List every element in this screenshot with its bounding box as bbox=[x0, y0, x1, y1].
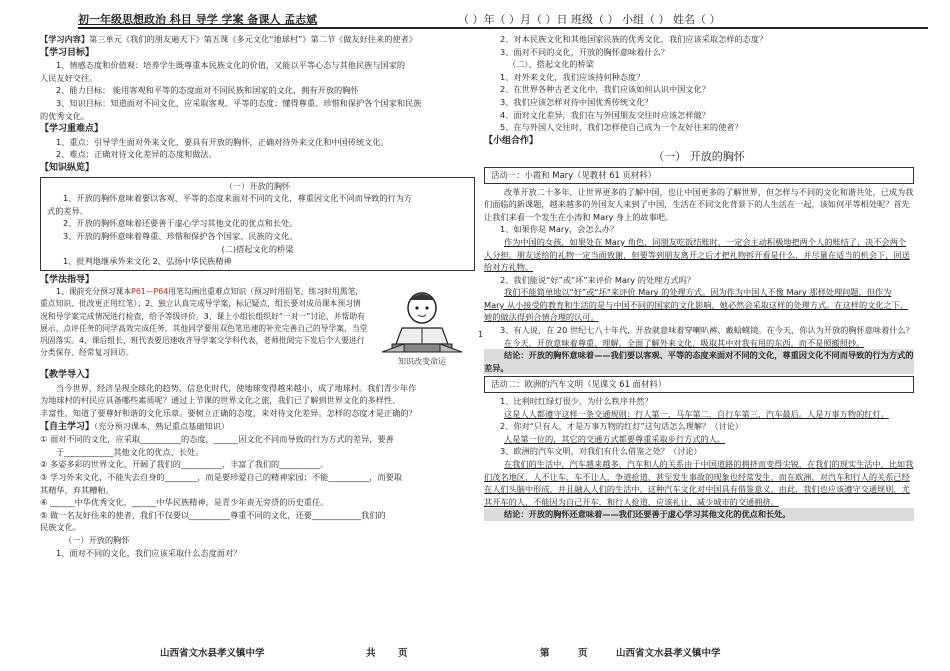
overview-line: 1、开放的胸怀意味着要以客观、平等的态度来面对不同的文化，尊重因文化不同而导致的行为方 bbox=[63, 193, 413, 204]
overview-heading: （一）开放的胸怀 bbox=[224, 180, 291, 191]
answer: 我们不能简单地以“好”或“坏”来评价 Mary 的处理方式。因为作为中国人不像 Mary 那样处理问题，但作为 Mary 从小接受的教育和生活的是与中国不同的国家的文化影响，她必然会采取这样的处理方式。在这样的文化之下，她的做法得到合情合理的认可。 bbox=[484, 287, 909, 323]
self-hint: （充分预习课本，熟记重点基础知识） bbox=[94, 420, 230, 431]
sub-title: （一） 开放的胸怀 bbox=[653, 151, 745, 164]
overview-line: 1、批判地继承外来文化 2、弘扬中华民族精神 bbox=[63, 256, 232, 267]
footer-gong: 共 bbox=[366, 648, 376, 659]
answer: 在今天，开放意味着尊重、理解，全面了解外来文化，吸取其中对我有用的东西，而不是照搬照抄。 bbox=[504, 337, 865, 348]
self-line: ⑤ 做一名友好往来的使者，我们不仅要以__________尊重不同的文化，还要____________我们的 bbox=[40, 509, 386, 520]
self-line: ② 多姿多彩的世界文化，开阔了我们的__________，丰富了我们的__________。 bbox=[40, 459, 329, 470]
question-line: 1、对外来文化，我们应该持何种态度？ bbox=[500, 71, 645, 82]
footer-ye: 页 bbox=[578, 648, 588, 659]
self-line: ④ ______中华优秀文化，______中华民族精神，是青少年责无旁贷的历史重任。 bbox=[40, 497, 329, 508]
self-line: 民族文化。 bbox=[40, 522, 81, 533]
question: 1、如果你是 Mary，会怎么办？ bbox=[500, 224, 619, 235]
activity-2-title: 活动二：欧洲的汽车文明（见课文 61 面材料） bbox=[484, 376, 914, 393]
activity-1-text: 改革开放二十多年，让世界更多的了解中国，也让中国更多的了解世界，但怎样与不同的文化和谐共处，已成为我们面临的新课题，越来越多的外国友人来到了中国，生活在不同文化背景下的人生活在一起，该如何平等相处呢？首先让我们来看一个发生在小涛和 Mary 身上的故事吧。 bbox=[484, 186, 914, 222]
question-line: 3、我们应该怎样对待中国优秀传统文化？ bbox=[500, 96, 653, 107]
overview-line: 式的差异。 bbox=[47, 205, 88, 216]
footer-right-school: 山西省文水县孝义镇中学 bbox=[616, 648, 721, 659]
question: 2、你对“只有人，才是万事万物的红灯”这句话怎么理解？（讨论） bbox=[500, 421, 743, 432]
overview-line: 2、开放的胸怀意味着还要善于虚心学习其他文化的优点和长处。 bbox=[63, 218, 298, 229]
overview-title: 【知识纵览】 bbox=[40, 162, 95, 173]
page-mark: 1 bbox=[478, 330, 484, 339]
header-title: 初一年级思想政治 科目 导学 学案 备课人 孟志斌 bbox=[78, 13, 318, 26]
content-text: 第三单元《我们的朋友遍天下》第五课《多元文化“地球村”》第二节《做友好往来的使者》 bbox=[89, 34, 417, 44]
intro-title: 【教学导入】 bbox=[40, 370, 95, 381]
footer-ye: 页 bbox=[398, 648, 408, 659]
self-line: （一）开放的胸怀 bbox=[64, 535, 130, 545]
self-line: ① 面对不同的文化，应采取__________的态度，______因文化不同而导致的行为方式的差异，要善 bbox=[40, 434, 394, 445]
goals-title: 【学习目标】 bbox=[40, 47, 95, 58]
method-title: 【学法指导】 bbox=[40, 274, 95, 285]
content-label: 【学习内容】 bbox=[40, 34, 90, 44]
goal-line: 的优秀文化。 bbox=[40, 110, 90, 121]
header-fields: （ ）年（ ）月（ ）日 班级（ ） 小组（ ） 姓名（ ） bbox=[458, 13, 721, 26]
goal-line: 3、知识目标：知道面对不同文化，应采取客观、平等的态度；懂得尊重、珍惜和保护各个国家和民族 bbox=[56, 97, 422, 108]
answer: 人是第一位的，其它的交通方式都要尊重采取步行方式的人。 bbox=[504, 433, 726, 444]
method-text: 1、课前充分预习课本P61—P64用笔勾画出重难点知识（预习时用铅笔，练习时用黑笔，重点知识、批改更正用红笔）；2、独立认真完成导学案，标记疑点，组长要对成员课本预习情况和导学案完成情况进行检查，给予等级评价。3、课上小组长组织好“一对一”讨论，并帮助有展示、点评任务的同学高效完成任务，其他同学要用双色笔迅速的补充完善自己的导学案，当堂巩固落实。4、课后组长、班代表要迅速收齐导学案交学科代表，老师批阅完下发后个人要进行分类保存、经常复习回访。 bbox=[40, 287, 368, 358]
question: 3、欧洲的汽车文明，对我们有什么借鉴之处？（讨论） bbox=[500, 446, 702, 457]
reading-student-icon bbox=[372, 286, 472, 368]
key-line: 1、重点：引导学生面对外来文化，要具有开放的胸怀，正确对待外来文化和中国传统文化。 bbox=[56, 136, 389, 147]
right-column bbox=[484, 33, 914, 521]
answer: 在我们的生活中，汽车越来越多，汽车和人的关系由于中国道路的拥挤而变得尖锐，在我们的现实生活中，比如我们茂名地区，人不让车，车不让人，争道抢道，甚至发生事故的现象也经常发生，而在欧洲，对汽车和行人的关系已经在人们头脑中形成，并且融入人们的生活中，这种汽车文化对中国具有借鉴意义，由此，我们也应该遵守交通规则，尤其开车的人，不能因为自己开车，和行人抢道，应该礼让，减少城市的交通拥挤。 bbox=[484, 459, 914, 507]
overview-box bbox=[40, 177, 475, 271]
self-line: 于____________其他文化的优点、长处。 bbox=[56, 446, 204, 457]
intro-line: 当今世界，经济呈现全球化的趋势，信息化时代，使地球变得越来越小，成了地球村。我们青少年作 bbox=[56, 382, 417, 393]
method-section bbox=[40, 286, 475, 368]
goal-line: 2、能力目标： 能用客观和平等的态度面对不同民族和国家的文化，拥有开放的胸怀 bbox=[56, 85, 359, 96]
question: 3、有人说，在 20 世纪七八十年代，开放就意味着穿喇叭裤、戴蛤蟆镜。在今天，你认为开放的胸怀意味着什么？ bbox=[500, 325, 914, 336]
question-line: 2、在世界各种古老文化中，我们应该如何认识中国文化？ bbox=[500, 84, 710, 95]
question: 2、我们能说“好”或“坏”来评价 Mary 的处理方式吗？ bbox=[500, 274, 696, 285]
coop-title: 【小组合作】 bbox=[484, 135, 539, 146]
key-line: 2、难点：正确对待文化差异的态度和做法。 bbox=[56, 149, 217, 160]
key-title: 【学习重难点】 bbox=[40, 124, 104, 135]
question-line: 5、在与外国人交往时，我们怎样使自己成为一个友好往来的使者？ bbox=[500, 122, 743, 133]
page-header bbox=[78, 10, 928, 29]
self-line: ③ 学习外来文化，不能失去自身的________，而是要珍爱自己的精神家园；不能__________，而要取 bbox=[40, 472, 403, 483]
question-line: 3、面对不同的文化，开放的胸怀意味着什么？ bbox=[500, 46, 669, 57]
answer: 作为中国的女孩，如果处在 Mary 角色，同朋友吃饭结账时，一定会主动积极地把两个人的账结了，决不会两个人分担。朋友送给的礼物一定当面致谢，但要等到朋友离开之后才把礼物拆开看是什么，并尽量在适当的机会下，回送给对方礼物。 bbox=[484, 236, 910, 273]
self-title: 【自主学习】 bbox=[40, 421, 95, 432]
intro-line: 丰富性，知道了要尊好和谐的文化乐章。要树立正确的态度，来对待文化差异。怎样的态度才是正确的？ bbox=[40, 408, 417, 419]
intro-line: 为地球村的村民应具备哪些素质呢？通过上节课的世界文化之旅，我们已了解到世界文化的多样性、 bbox=[40, 395, 401, 406]
answer: 这是人人都遵守这样一条交通规则：行人第一，马车第二，自行车第三，汽车最后。人是万事万物的红灯。 bbox=[504, 408, 889, 419]
question: 1、比利时红绿灯很少，为什么秩序井然？ bbox=[500, 396, 653, 407]
self-line: 1、面对不同的文化，我们应该采取什么态度面对？ bbox=[56, 547, 242, 558]
footer-di: 第 bbox=[540, 648, 550, 659]
method-pages: P61—P64 bbox=[131, 287, 169, 297]
pic-caption: 知识改变命运 bbox=[398, 357, 446, 367]
conclusion-1: 结论：开放的胸怀意味着——我们要以客观、平等的态度来面对不同的文化，尊重因文化不同而导致的行为方式的差异。 bbox=[484, 350, 914, 373]
conclusion-2: 结论：开放的胸怀还意味着——我们还要善于虚心学习其他文化的优点和长处。 bbox=[484, 508, 914, 521]
overview-line: 3、开放的胸怀意味着尊重、珍惜和保护各个国家、民族的文化。 bbox=[63, 230, 298, 241]
left-column bbox=[40, 33, 475, 559]
question-line: 2、对本民族文化和其他国家民族的优秀文化，我们应该采取怎样的态度？ bbox=[500, 34, 768, 44]
footer-left-school: 山西省文水县孝义镇中学 bbox=[160, 648, 265, 659]
activity-1-title: 活动一：小霞和 Mary（见教材 61 页材料） bbox=[484, 167, 914, 184]
question-line: （二）、搭起文化的桥梁 bbox=[508, 59, 594, 70]
question-line: 4、面对文化差异，我们在与外国朋友交往时应该怎样做？ bbox=[500, 109, 710, 120]
goal-line: 人民友好交往。 bbox=[40, 72, 98, 83]
goal-line: 1、情感态度和价值观：培养学生既尊重本民族文化的价值，又能以平等心态与其他民族与国家的 bbox=[56, 60, 406, 71]
self-line: 其精华，弃其糟粕。 bbox=[40, 484, 114, 495]
overview-heading: (二)搭起文化的桥梁 bbox=[221, 243, 294, 254]
